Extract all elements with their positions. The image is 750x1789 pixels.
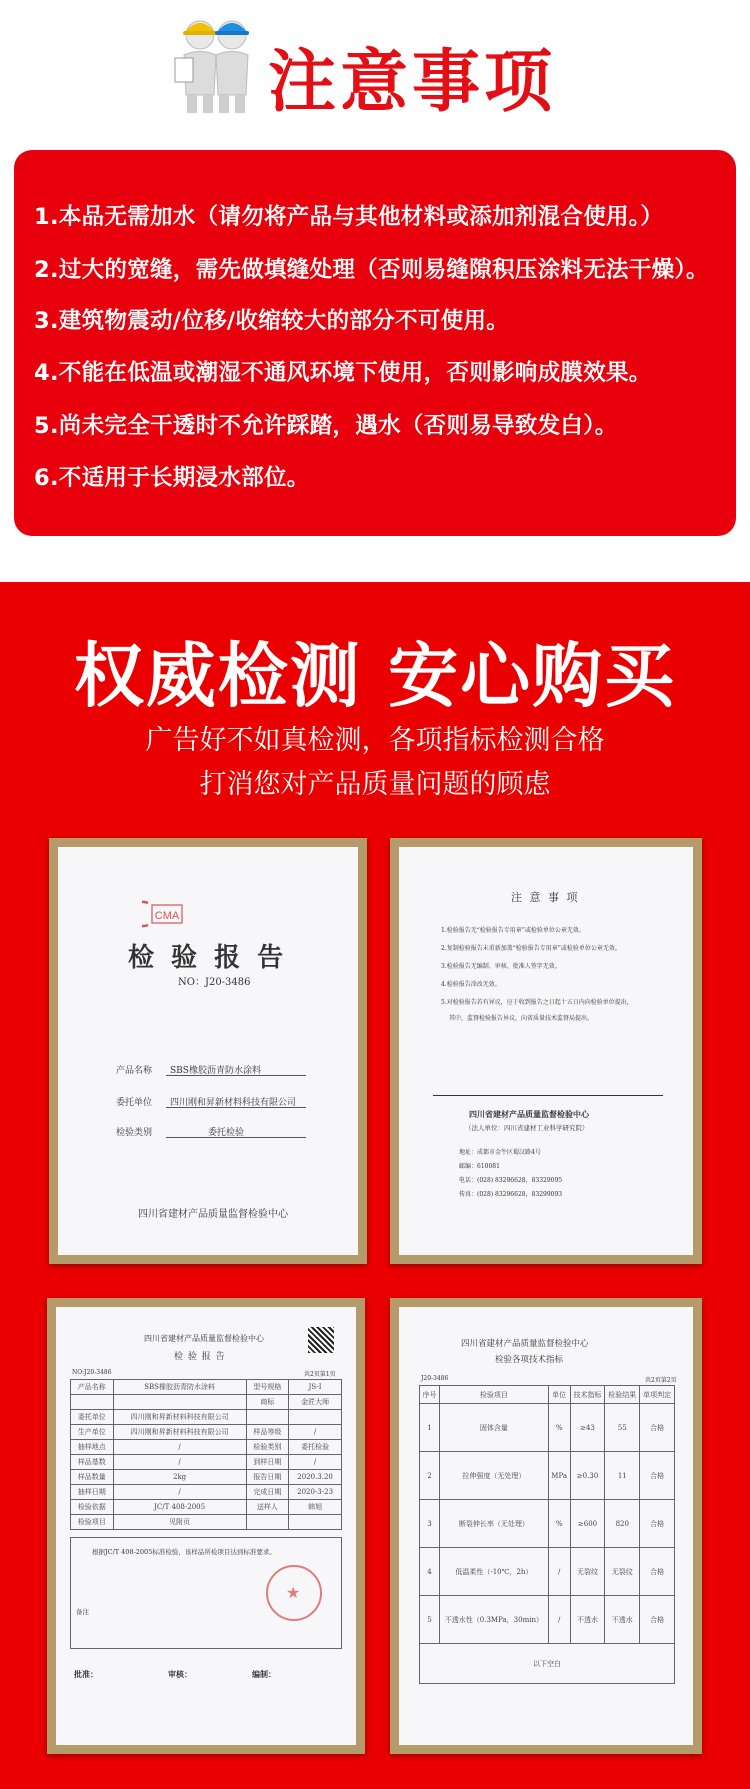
cert-number: NO：J20-3486 xyxy=(178,977,251,988)
table-cell: 完成日期 xyxy=(246,1485,289,1500)
table-cell: 型号规格 xyxy=(246,1380,289,1395)
table-cell: 四川刚和昇新材料科技有限公司 xyxy=(113,1410,246,1425)
table-cell xyxy=(71,1395,114,1410)
indicators-number: J20-3486 xyxy=(421,1375,449,1382)
table-cell xyxy=(113,1395,246,1410)
notes-org-sub: （法人单位：四川省建材工业科学研究院） xyxy=(465,1124,589,1132)
table-row xyxy=(420,1500,675,1548)
table-cell: 抽样日期 xyxy=(71,1485,114,1500)
notes-item: 其中，监督检验报告异议，向省质量技术监督局提出。 xyxy=(449,1015,594,1022)
field-label: 委托单位 xyxy=(116,1098,153,1108)
table-row xyxy=(420,1404,675,1452)
table-cell: ≥600 xyxy=(570,1500,605,1548)
column-header: 单位 xyxy=(548,1386,570,1404)
certificate-report xyxy=(47,1298,365,1754)
notice-item: 4.不能在低温或潮湿不通风环境下使用，否则影响成膜效果。 xyxy=(34,360,652,386)
table-row xyxy=(71,1410,342,1425)
table-cell: 韩旭 xyxy=(289,1500,342,1515)
notice-item: 3.建筑物震动/位移/收缩较大的部分不可使用。 xyxy=(34,308,510,334)
table-cell: ≥0.30 xyxy=(570,1452,605,1500)
table-cell: / xyxy=(289,1425,342,1440)
column-header: 单项判定 xyxy=(640,1386,675,1404)
divider xyxy=(433,1095,663,1096)
table-row xyxy=(71,1455,342,1470)
table-cell: 2kg xyxy=(113,1470,246,1485)
indicators-org: 四川省建材产品质量监督检验中心 xyxy=(461,1339,589,1349)
table-cell: 合格 xyxy=(640,1500,675,1548)
notes-item: 1.检验报告无“检验报告专用章”或检验单位公章无效。 xyxy=(441,927,585,934)
authority-subtitle: 打消您对产品质量问题的顾虑 xyxy=(199,769,551,800)
field-underline xyxy=(166,1075,306,1076)
report-page: 共2页第1页 xyxy=(304,1371,336,1378)
table-header-row xyxy=(420,1386,675,1404)
table-cell: ≥43 xyxy=(570,1404,605,1452)
report-org: 四川省建材产品质量监督检验中心 xyxy=(144,1334,264,1343)
field-label: 检验类别 xyxy=(116,1128,153,1138)
table-cell: 样品基数 xyxy=(71,1455,114,1470)
table-cell: 检验依据 xyxy=(71,1500,114,1515)
table-cell: 3 xyxy=(420,1500,440,1548)
table-cell: 无裂纹 xyxy=(605,1548,640,1596)
certificate-paper xyxy=(399,1307,693,1745)
table-cell: / xyxy=(289,1455,342,1470)
sign-label: 批准： xyxy=(74,1669,98,1679)
table-cell: 55 xyxy=(605,1404,640,1452)
notes-title: 注 意 事 项 xyxy=(511,891,580,904)
certificate-paper xyxy=(56,1307,356,1745)
table-cell: / xyxy=(548,1596,570,1644)
table-cell: 报告日期 xyxy=(246,1470,289,1485)
table-cell: / xyxy=(113,1485,246,1500)
table-cell: 合格 xyxy=(640,1452,675,1500)
table-cell: / xyxy=(548,1548,570,1596)
table-cell: 不透水 xyxy=(605,1596,640,1644)
table-cell: 1 xyxy=(420,1404,440,1452)
field-underline xyxy=(166,1107,306,1108)
cert-issuer: 四川省建材产品质量监督检验中心 xyxy=(138,1209,288,1220)
table-row xyxy=(420,1548,675,1596)
table-cell: 检验类别 xyxy=(246,1440,289,1455)
table-cell xyxy=(289,1515,342,1530)
table-row xyxy=(71,1440,342,1455)
column-header: 检验结果 xyxy=(605,1386,640,1404)
notice-item: 6.不适用于长期浸水部位。 xyxy=(34,465,310,491)
table-row xyxy=(71,1515,342,1530)
field-label: 产品名称 xyxy=(116,1066,153,1076)
construction-workers-icon xyxy=(170,10,260,115)
notes-org: 四川省建材产品质量监督检验中心 xyxy=(469,1109,589,1119)
table-cell: 11 xyxy=(605,1452,640,1500)
authority-title: 权威检测 安心购买 xyxy=(73,634,677,717)
table-cell: 抽样地点 xyxy=(71,1440,114,1455)
table-cell: 商标 xyxy=(246,1395,289,1410)
indicators-page: 共2页第2页 xyxy=(645,1377,677,1384)
certificate-indicators xyxy=(390,1298,702,1754)
table-cell: 2020.3.20 xyxy=(289,1470,342,1485)
table-cell: 委托单位 xyxy=(71,1410,114,1425)
table-cell: 断裂伸长率（无处理） xyxy=(440,1500,549,1548)
table-row xyxy=(71,1380,342,1395)
table-cell: 见附页 xyxy=(113,1515,246,1530)
table-cell: / xyxy=(113,1440,246,1455)
indicators-table xyxy=(419,1385,675,1684)
conclusion-box xyxy=(70,1537,342,1649)
cma-logo-text: CMA xyxy=(154,910,180,922)
sign-label: 审核： xyxy=(168,1669,192,1679)
field-underline xyxy=(166,1137,306,1138)
table-cell: 合格 xyxy=(640,1548,675,1596)
table-row xyxy=(71,1485,342,1500)
certificate-cover xyxy=(49,838,367,1264)
table-cell: 到样日期 xyxy=(246,1455,289,1470)
table-cell: 送样人 xyxy=(246,1500,289,1515)
notes-item: 5.对检验报告若有异议，应于收到报告之日起十五日内向检验单位提出， xyxy=(441,999,633,1006)
table-cell: 金匠大师 xyxy=(289,1395,342,1410)
table-cell xyxy=(289,1410,342,1425)
table-cell xyxy=(246,1515,289,1530)
report-remark: 备注 xyxy=(76,1608,89,1616)
qr-code-icon xyxy=(308,1327,334,1353)
notes-item: 2.复制检验报告未重新加盖“检验报告专用章”或检验单位公章无效。 xyxy=(441,945,621,952)
table-row xyxy=(71,1500,342,1515)
page-header xyxy=(0,0,750,135)
notice-item: 2.过大的宽缝，需先做填缝处理（否则易缝隙积压涂料无法干燥）。 xyxy=(34,257,709,283)
table-cell: SBS橡胶沥青防水涂料 xyxy=(113,1380,246,1395)
table-cell xyxy=(246,1410,289,1425)
table-row xyxy=(71,1395,342,1410)
table-cell: % xyxy=(548,1404,570,1452)
table-footer: 以下空白 xyxy=(420,1644,675,1684)
table-cell: 4 xyxy=(420,1548,440,1596)
table-cell: JC/T 408-2005 xyxy=(113,1500,246,1515)
certificate-paper xyxy=(399,847,693,1255)
notice-item: 5.尚未完全干透时不允许踩踏，遇水（否则易导致发白）。 xyxy=(34,413,618,439)
indicators-title: 检验各项技术指标 xyxy=(495,1355,564,1365)
table-cell: 820 xyxy=(605,1500,640,1548)
table-cell: 2 xyxy=(420,1452,440,1500)
table-row xyxy=(420,1644,675,1684)
report-conclusion: 根据JC/T 408-2005标准检验，该样品所检项目达到标准要求。 xyxy=(92,1548,276,1556)
table-cell: / xyxy=(113,1455,246,1470)
table-cell: 不透水 xyxy=(570,1596,605,1644)
cert-title: 检 验 报 告 xyxy=(128,943,288,973)
notes-item: 4.检验报告涂改无效。 xyxy=(441,981,501,988)
table-cell: 不透水性（0.3MPa，30min） xyxy=(440,1596,549,1644)
authority-subtitle: 广告好不如真检测，各项指标检测合格 xyxy=(145,725,605,756)
table-cell: 无裂纹 xyxy=(570,1548,605,1596)
table-cell: 合格 xyxy=(640,1596,675,1644)
field-value: SBS橡胶沥青防水涂料 xyxy=(170,1066,261,1076)
table-cell: 产品名称 xyxy=(71,1380,114,1395)
column-header: 序号 xyxy=(420,1386,440,1404)
notes-item: 3.检验报告无编制、审核、批准人签字无效。 xyxy=(441,963,561,970)
table-cell: 5 xyxy=(420,1596,440,1644)
table-row xyxy=(420,1596,675,1644)
report-title: 检 验 报 告 xyxy=(174,1352,226,1362)
table-cell: 生产单位 xyxy=(71,1425,114,1440)
table-cell: 固体含量 xyxy=(440,1404,549,1452)
table-row xyxy=(71,1470,342,1485)
notice-item: 1.本品无需加水（请勿将产品与其他材料或添加剂混合使用。） xyxy=(34,204,664,230)
table-cell: 委托检验 xyxy=(289,1440,342,1455)
certificate-paper xyxy=(58,847,358,1255)
table-cell: 2020-3-23 xyxy=(289,1485,342,1500)
table-cell: 样品数量 xyxy=(71,1470,114,1485)
field-value: 四川刚和昇新材料科技有限公司 xyxy=(170,1098,297,1108)
contact-line: 邮编：610081 xyxy=(459,1163,500,1170)
table-cell: 低温柔性（-10℃，2h） xyxy=(440,1548,549,1596)
table-row xyxy=(420,1452,675,1500)
table-cell: 合格 xyxy=(640,1404,675,1452)
field-value: 委托检验 xyxy=(208,1128,245,1138)
contact-line: 地址：成都市金牛区蜀汉路4号 xyxy=(459,1149,541,1156)
seal-stamp: ★ xyxy=(266,1565,322,1621)
table-cell: 拉伸强度（无处理） xyxy=(440,1452,549,1500)
table-cell: MPa xyxy=(548,1452,570,1500)
table-cell: 样品等级 xyxy=(246,1425,289,1440)
table-cell: JS-I xyxy=(289,1380,342,1395)
cma-logo xyxy=(142,899,186,929)
sign-label: 编制： xyxy=(252,1669,276,1679)
table-row xyxy=(71,1425,342,1440)
certificate-notes xyxy=(390,838,702,1264)
page-title: 注意事项 xyxy=(268,42,557,122)
table-cell: % xyxy=(548,1500,570,1548)
column-header: 检验项目 xyxy=(440,1386,549,1404)
report-table xyxy=(70,1379,342,1530)
contact-line: 电话：(028) 83296628，83329095 xyxy=(459,1177,563,1184)
report-number: NO:J20-3486 xyxy=(72,1369,112,1376)
table-cell: 四川刚和昇新材料科技有限公司 xyxy=(113,1425,246,1440)
table-cell: 检验项目 xyxy=(71,1515,114,1530)
contact-line: 传真：(028) 83296628，83299093 xyxy=(459,1191,563,1198)
column-header: 技术指标 xyxy=(570,1386,605,1404)
